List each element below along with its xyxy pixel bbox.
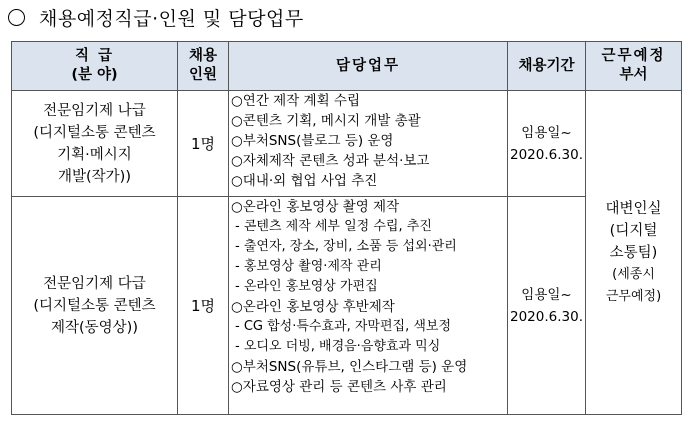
job-cell — [12, 197, 178, 415]
duty-subitem: - 온라인 홍보영상 가편집 — [235, 279, 378, 294]
header-count-line: 인원 — [188, 67, 217, 83]
job-line: 전문임기제 다급 — [43, 275, 146, 292]
header-period — [508, 42, 586, 91]
dept-line: 대변인실 — [605, 200, 662, 217]
duty-item: ○자료영상 관리 등 콘텐츠 사후 관리 — [231, 379, 447, 395]
count-cell: 1명 — [178, 197, 229, 415]
duty-item: ○콘텐츠 기획, 메시지 개발 총괄 — [231, 113, 421, 129]
duty-item: ○자체제작 콘텐츠 성과 분석·보고 — [231, 153, 430, 169]
header-job-line: 직 급 — [74, 48, 115, 64]
job-line: 개발(작가)) — [58, 168, 131, 185]
period-line: 2020.6.30. — [510, 308, 583, 325]
header-count-line: 채용 — [188, 48, 217, 64]
period-line: 2020.6.30. — [510, 146, 583, 163]
duty-item: ○연간 제작 계획 수립 — [231, 93, 360, 109]
dept-line: (디지털 — [609, 222, 658, 239]
period-cell — [508, 91, 586, 197]
section-title: 채용예정직급·인원 및 담당업무 — [39, 7, 304, 30]
duty-subitem: - 홍보영상 촬영·제작 관리 — [235, 259, 382, 274]
duties-cell — [229, 197, 508, 415]
period-line: 임용일~ — [521, 124, 572, 141]
job-line: (디지털소통 콘텐츠 — [33, 124, 156, 141]
duty-subitem: - CG 합성·특수효과, 자막편집, 색보정 — [235, 319, 452, 334]
header-dept — [586, 42, 682, 91]
dept-line: 소통팀) — [609, 244, 658, 261]
duty-subitem: - 오디오 더빙, 배경음·음향효과 믹싱 — [235, 339, 441, 354]
duty-item: ○부처SNS(블로그 등) 운영 — [231, 133, 394, 149]
recruitment-table — [11, 41, 682, 415]
dept-cell — [586, 91, 682, 415]
dept-note-line: (세종시 — [612, 266, 655, 282]
job-line: 제작(동영상)) — [50, 319, 138, 336]
duty-item: ○부처SNS(유튜브, 인스타그램 등) 운영 — [231, 359, 468, 375]
duty-subitem: - 콘텐츠 제작 세부 일정 수립, 추진 — [235, 219, 432, 234]
table-row — [12, 197, 682, 415]
header-job-line: (분 야) — [71, 67, 118, 83]
circle-bullet-icon — [8, 9, 25, 26]
period-cell — [508, 197, 586, 415]
header-job — [12, 42, 178, 91]
period-line: 임용일~ — [521, 286, 572, 303]
header-dept-line: 부서 — [619, 67, 648, 83]
header-period-label: 채용기간 — [518, 57, 575, 74]
header-duties-label: 담당업무 — [335, 57, 401, 74]
duty-subitem: - 출연자, 장소, 장비, 소품 등 섭외·관리 — [235, 239, 457, 254]
job-cell — [12, 91, 178, 197]
job-line: (디지털소통 콘텐츠 — [33, 297, 156, 314]
job-line: 전문임기제 나급 — [43, 102, 146, 119]
dept-note-line: 근무예정) — [605, 288, 662, 304]
duty-item: ○온라인 홍보영상 후반제작 — [231, 299, 395, 315]
header-duties — [229, 42, 508, 91]
duty-item: ○온라인 홍보영상 촬영 제작 — [231, 199, 400, 215]
count-cell: 1명 — [178, 91, 229, 197]
section-heading — [8, 2, 304, 32]
header-dept-line: 근무예정 — [601, 48, 666, 64]
header-count — [178, 42, 229, 91]
job-line: 기획·메시지 — [57, 146, 132, 163]
duties-cell — [229, 91, 508, 197]
table-row — [12, 91, 682, 197]
header-row — [12, 42, 682, 91]
duty-item: ○대내·외 협업 사업 추진 — [231, 173, 378, 189]
